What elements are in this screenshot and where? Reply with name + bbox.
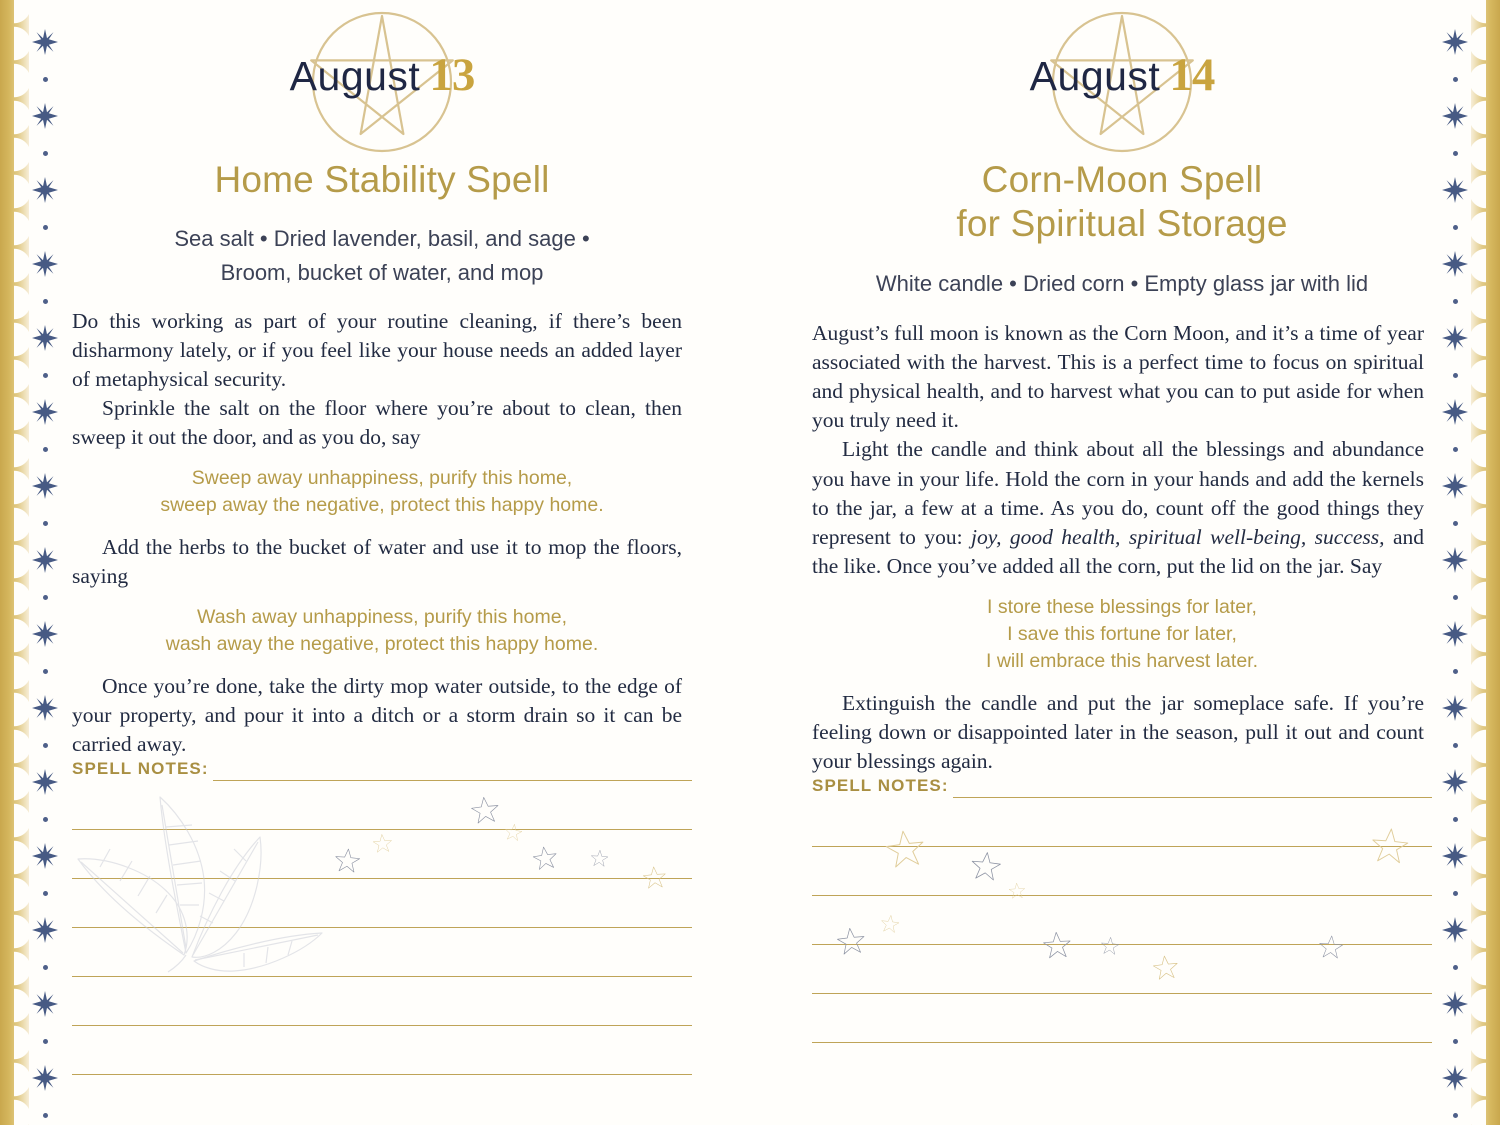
right-emphasis-text: joy, good health, spiritual well-being, success, [971, 524, 1385, 549]
border-dot-icon [1453, 225, 1458, 230]
right-paragraph [812, 435, 1424, 581]
border-starburst-icon [1442, 1065, 1468, 1091]
border-dot-icon [1453, 669, 1458, 674]
border-dot-icon [43, 521, 48, 526]
right-title-line: for Spiritual Storage [956, 203, 1288, 245]
right-chant [812, 594, 1432, 675]
left-chant [72, 604, 692, 658]
border-dot-icon [43, 447, 48, 452]
border-starburst-icon [1442, 177, 1468, 203]
left-paragraph: Sprinkle the salt on the floor where you’re about to clean, then sweep it out the door, and as you do, say [72, 395, 682, 450]
border-starburst-icon [1442, 325, 1468, 351]
notes-rule-spacer [812, 896, 1432, 944]
border-starburst-icon [1442, 103, 1468, 129]
right-date-month: August [1029, 53, 1161, 99]
border-dot-icon [1453, 965, 1458, 970]
right-spell-title [812, 158, 1432, 247]
border-starburst-icon [32, 917, 58, 943]
border-dot-icon [43, 669, 48, 674]
border-starburst-icon [32, 251, 58, 277]
border-dot-icon [43, 817, 48, 822]
left-ingredient-line: Sea salt • Dried lavender, basil, and sage • [174, 226, 590, 252]
left-paragraph: Add the herbs to the bucket of water and use it to mop the floors, saying [72, 535, 682, 589]
border-dot-icon [1453, 373, 1458, 378]
leaf-illustration [68, 783, 358, 973]
right-decorative-border [1428, 0, 1500, 1125]
left-chant-line: wash away the negative, protect this happy home. [165, 633, 599, 656]
left-chant-line: Sweep away unhappiness, purify this home, [191, 467, 573, 490]
right-chant-line: I will embrace this harvest later. [985, 649, 1259, 672]
left-date-medallion [72, 0, 692, 152]
border-dot-icon [43, 299, 48, 304]
right-date-medallion [812, 0, 1432, 152]
right-page-column [812, 0, 1432, 1125]
right-text-run: and the like. Once you’ve added all the corn, put the lid on the jar. Say [812, 524, 1424, 578]
border-dot-icon [1453, 891, 1458, 896]
right-notes-lines [812, 798, 1432, 1043]
border-dot-icon [43, 77, 48, 82]
notes-rule-spacer [72, 1026, 692, 1074]
left-spell-body [72, 307, 692, 760]
border-starburst-icon [32, 473, 58, 499]
right-ingredient-line: White candle • Dried corn • Empty glass jar with lid [875, 270, 1369, 296]
right-chant-line: I save this fortune for later, [1007, 622, 1237, 645]
border-dot-icon [1453, 595, 1458, 600]
right-notes-label-row [812, 776, 1432, 798]
border-dot-icon [43, 1113, 48, 1118]
notes-rule-spacer [812, 945, 1432, 993]
left-page-column [72, 0, 692, 1125]
border-starburst-icon [1442, 547, 1468, 573]
border-starburst-icon [32, 769, 58, 795]
notes-rule-spacer [812, 847, 1432, 895]
left-paragraph: Once you’re done, take the dirty mop water outside, to the edge of your property, and pour it into a ditch or a storm drain so it can be carried away. [72, 674, 682, 757]
border-starburst-icon [1442, 991, 1468, 1017]
right-spell-notes [812, 776, 1432, 1043]
left-title-line: Home Stability Spell [214, 159, 550, 200]
border-starburst-icon [1442, 251, 1468, 277]
border-starburst-icon [32, 843, 58, 869]
left-paragraph-group [72, 307, 682, 453]
border-dot-icon [43, 373, 48, 378]
border-starburst-icon [32, 399, 58, 425]
left-chant-line: Wash away unhappiness, purify this home, [197, 606, 567, 629]
border-starburst-icon [1442, 769, 1468, 795]
right-notes-label: SPELL NOTES: [812, 776, 949, 796]
border-dot-icon [43, 743, 48, 748]
border-starburst-icon [1442, 473, 1468, 499]
right-spell-body [812, 319, 1432, 776]
right-date-text [812, 49, 1432, 101]
right-border-star-motifs [1428, 0, 1500, 1125]
border-dot-icon [1453, 521, 1458, 526]
border-starburst-icon [32, 29, 58, 55]
border-starburst-icon [1442, 917, 1468, 943]
left-ingredients-list [72, 222, 692, 290]
left-paragraph: Do this working as part of your routine cleaning, if there’s been disharmony lately, or if you feel like your house needs an added layer of metaphysical security. [72, 308, 682, 391]
border-starburst-icon [32, 325, 58, 351]
border-starburst-icon [32, 177, 58, 203]
notes-rule-spacer [812, 994, 1432, 1042]
notes-rule-spacer [812, 798, 1432, 846]
left-paragraph-group [72, 672, 682, 759]
border-dot-icon [1453, 299, 1458, 304]
right-date-day: 14 [1169, 49, 1215, 101]
border-starburst-icon [1442, 621, 1468, 647]
border-dot-icon [43, 225, 48, 230]
border-dot-icon [1453, 1039, 1458, 1044]
border-starburst-icon [32, 991, 58, 1017]
left-notes-label: SPELL NOTES: [72, 759, 209, 779]
border-starburst-icon [1442, 29, 1468, 55]
right-notes-rule[interactable] [812, 1042, 1432, 1043]
right-paragraph-group [812, 689, 1424, 776]
border-dot-icon [1453, 77, 1458, 82]
left-date-day: 13 [429, 49, 475, 101]
border-dot-icon [43, 1039, 48, 1044]
left-notes-label-row [72, 759, 692, 781]
border-starburst-icon [32, 695, 58, 721]
border-starburst-icon [32, 621, 58, 647]
border-dot-icon [1453, 1113, 1458, 1118]
left-chant-line: sweep away the negative, protect this happy home. [160, 494, 604, 517]
left-spell-notes [72, 759, 692, 1075]
right-paragraph: Extinguish the candle and put the jar someplace safe. If you’re feeling down or disappointed later in the season, pull it out and count your blessings again. [812, 690, 1424, 773]
border-dot-icon [1453, 151, 1458, 156]
left-decorative-border [0, 0, 72, 1125]
border-starburst-icon [1442, 695, 1468, 721]
left-date-text [72, 49, 692, 101]
left-ingredient-line: Broom, bucket of water, and mop [220, 260, 544, 286]
border-starburst-icon [32, 1065, 58, 1091]
right-title-line: Corn-Moon Spell [981, 159, 1263, 200]
right-paragraph-group [812, 319, 1424, 581]
left-spell-title [72, 158, 692, 202]
left-notes-rule[interactable] [72, 1074, 692, 1075]
border-dot-icon [1453, 447, 1458, 452]
border-dot-icon [43, 965, 48, 970]
left-date-month: August [289, 53, 421, 99]
border-dot-icon [1453, 743, 1458, 748]
right-paragraph: August’s full moon is known as the Corn Moon, and it’s a time of year associated with the harvest. This is a perfect time to focus on spiritual and physical health, and to harvest what you can to put aside for when you truly need it. [812, 320, 1424, 433]
left-border-star-motifs [0, 0, 72, 1125]
border-starburst-icon [32, 103, 58, 129]
left-paragraph-group [72, 533, 682, 591]
border-starburst-icon [32, 547, 58, 573]
left-chant [72, 465, 692, 519]
border-dot-icon [43, 891, 48, 896]
border-starburst-icon [1442, 843, 1468, 869]
border-starburst-icon [1442, 399, 1468, 425]
right-ingredients-list [812, 267, 1432, 301]
right-text-run: Light the candle and think about all the blessings and abundance you have in your life. Hold the corn in your hands and add the kernels to the jar, a few at a time. As you do, count off the good things they represent to you: [812, 437, 1424, 549]
right-chant-line: I store these blessings for later, [987, 596, 1257, 618]
border-dot-icon [1453, 817, 1458, 822]
border-dot-icon [43, 595, 48, 600]
border-dot-icon [43, 151, 48, 156]
notes-rule-spacer [72, 977, 692, 1025]
left-notes-lines [72, 781, 692, 1075]
